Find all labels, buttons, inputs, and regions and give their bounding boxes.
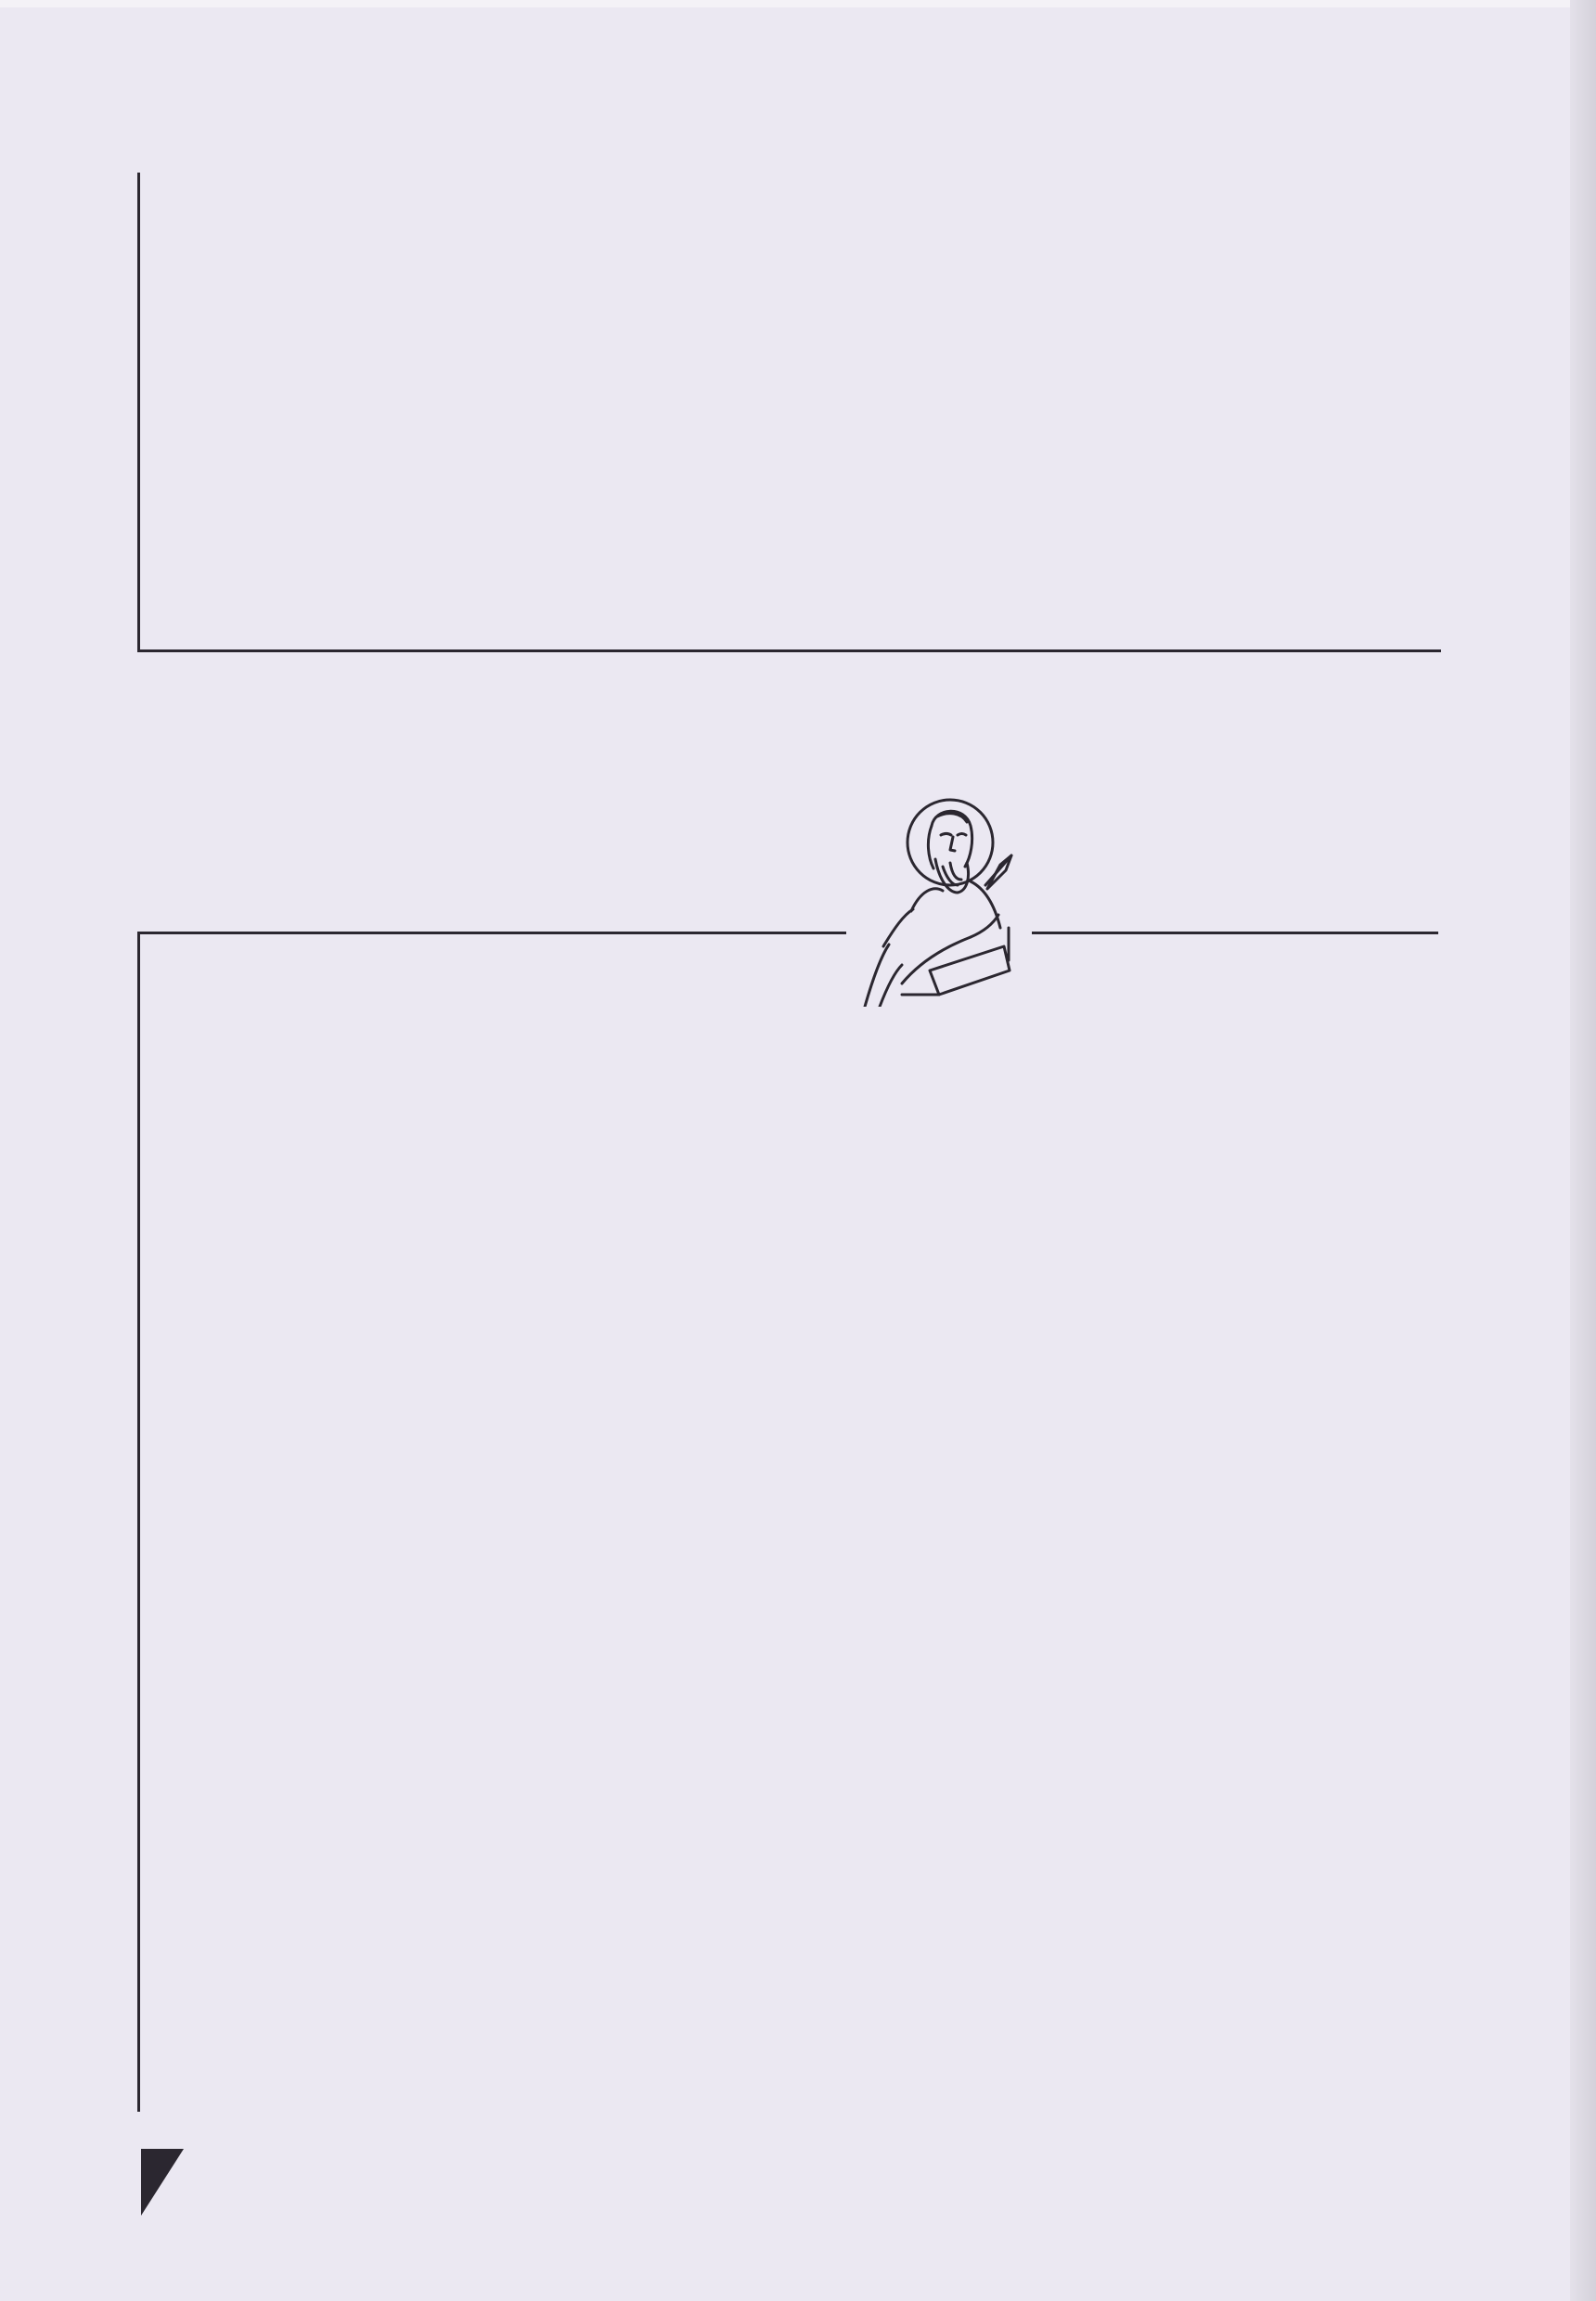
top-text-box	[137, 173, 1441, 652]
page-top-edge	[0, 0, 1596, 7]
saint-portrait-icon	[846, 789, 1032, 1007]
heading-rule	[137, 932, 1438, 934]
page-corner-triangle-icon	[139, 2141, 223, 2234]
reading-box-left-rule	[137, 932, 140, 2112]
page-edge-shadow	[1570, 0, 1596, 2301]
